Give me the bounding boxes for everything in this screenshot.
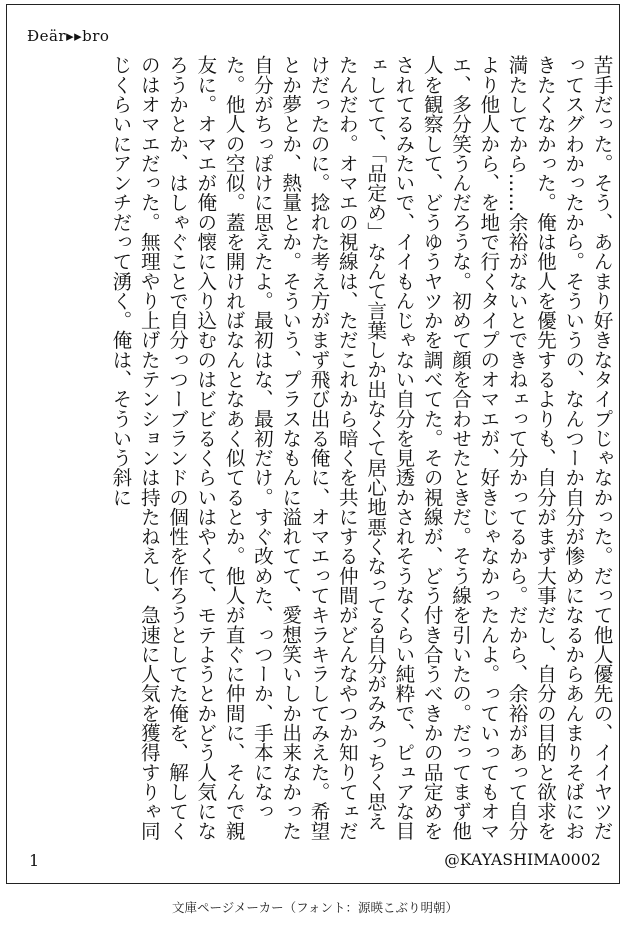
author-handle: @KAYASHIMA0002 [444, 851, 601, 869]
book-title: Ðeär▸▸bro [27, 27, 110, 45]
body-text: 苦手だった。そう、あんまり好きなタイプじゃなかった。だって他人優先の、イイヤツだってスグわかったから。そういうの、なんつーか自分が惨めになるからあんまりそばにおきたくなかった。俺は他人を優先するよりも、自分がまず大事だし、自分の目的と欲求を満たしてから……余裕がないとできねェって分かってるから。だから、余裕があって自分より他人から、を地で行くタイプのオマエが、好きじゃなかったんよ。っていってもオマエ、多分笑うんだろうな。初めて顔を合わせたときだ。そう線を引いたの。だってまず他人を観察して、どうゆうヤツかを調べてた。その視線が、どう付き合うべきかの品定めをされてるみたいで、イイもんじゃない自分を見透かされそうなくらい純粋で、ピュアな目ェしてて、「品定め」なんて言葉しか出なくて居心地悪くなってる自分がみみっちく思えたんだわ。オマエの視線は、ただこれから暗くを共にする仲間がどんなやつか知りてェだけだったのに。捻れた考え方がまず飛び出る俺に、オマエってキラキラしてみえた。希望とか夢とか、熱量とか。そういう、プラスなもんに溢れてて、愛想笑いしか出来なかった自分がちっぽけに思えたよ。最初はな、最初だけ。すぐ改めた、っつーか、手本になった。他人の空似。蓋を開ければなんとなあく似てるとか。他人が直ぐに仲間に、そんで親友に。オマエが俺の懐に入り込むのはビビるくらいはやくて、モテようとかどう人気になろうかとか、はしゃぐことで自分っつーブランドの個性を作ろうとしてた俺を、解してくのはオマエだった。無理やり上げたテンションは持たねえし、急速に人気を獲得すりゃ同じくらいにアンチだって湧く。俺は、そういう斜に [108, 55, 613, 841]
footer-credit: 文庫ページメーカー（フォント：源暎こぶり明朝） [171, 900, 458, 915]
page-number: 1 [29, 851, 40, 870]
page-frame [6, 4, 620, 884]
